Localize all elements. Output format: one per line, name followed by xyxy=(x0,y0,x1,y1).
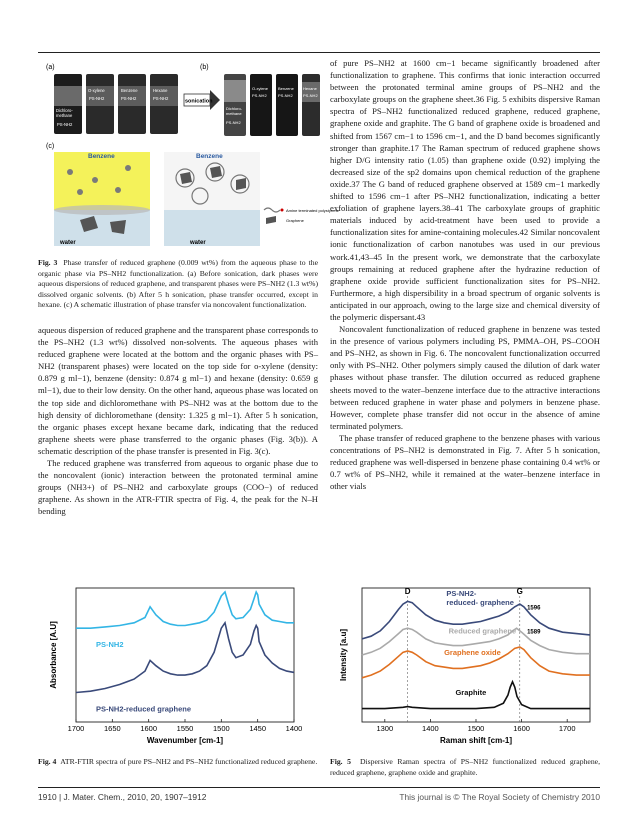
footer-citation: 1910 | J. Mater. Chem., 2010, 20, 1907–1912 xyxy=(38,792,207,802)
fig4-series-label-0: PS-NH2 xyxy=(96,639,124,649)
svg-text:O-xylene: O-xylene xyxy=(252,86,269,91)
figure-4-chart xyxy=(44,582,306,750)
right-paragraph-3: The phase transfer of reduced graphene to the benzene phases with various concentrations of PS–NH2 is demonstrated in Fig. 7. After 5 h sonication, reduced graphene was well-dispersed in benzene phase containing 0.4 wt% or 0.7 wt% of PS–NH2, while it remained at the water–benzene interface in other vials xyxy=(330,432,600,492)
fig3-panel-a-vials xyxy=(54,74,178,134)
svg-text:PS-NH2: PS-NH2 xyxy=(121,96,137,101)
vial-a-3-label: Benzene xyxy=(121,88,138,93)
svg-text:water: water xyxy=(190,240,206,246)
fig5-x-tick-label-0: 1300 xyxy=(376,724,394,733)
fig5-x-tick-label-2: 1500 xyxy=(467,724,485,733)
fig4-x-tick-label-2: 1600 xyxy=(140,724,158,733)
figure-5-chart xyxy=(334,582,600,750)
fig4-caption xyxy=(38,757,318,768)
vial-a-1-label: Dichloro- xyxy=(56,108,73,113)
fig5-series-label-1-0: Reduced graphene xyxy=(448,626,517,636)
left-paragraph-2: The reduced graphene was transferred from aqueous to organic phase due to the noncovalent (ionic) interaction between the protonated terminal amine groups (NH3+) of PS–NH2 and carboxylate groups (COO−) of reduced graphene. As shown in the ATR-FTIR spectra of Fig. 4, the peak for the N–H bending xyxy=(38,458,318,517)
left-column-text xyxy=(38,324,318,518)
svg-text:PS-NH2: PS-NH2 xyxy=(278,93,293,98)
fig3-panel-a-label: (a) xyxy=(46,64,55,71)
svg-text:PS-NH2: PS-NH2 xyxy=(226,120,241,125)
fig4-y-axis-label: Absorbance [A.U] xyxy=(49,621,58,689)
fig3-panel-b-vials xyxy=(224,74,320,136)
right-column-text xyxy=(330,57,600,492)
fig3-caption xyxy=(38,258,318,311)
fig5-x-axis-label: Raman shift [cm-1] xyxy=(439,736,513,745)
fig3-caption-text: Phase transfer of reduced graphene (0.009 wt%) from the aqueous phase to the organic phase via PS–NH2 functionalization. (a) Before sonication, dark phases were aqueous dispersions of reduced graphene, and transparent phases were PS–NH2 (1.3 wt%) dissolved organic solvents. (b) After 5 h sonication, phase transfer occurred, except in hexane. (c) A schematic illustration of phase transfer via noncovalent functionalization. xyxy=(38,258,318,310)
fig4-series-line-1 xyxy=(76,623,294,693)
fig5-caption xyxy=(330,757,600,778)
fig5-series-label-2-0: Graphene oxide xyxy=(444,648,501,657)
fig4-x-tick-label-6: 1400 xyxy=(285,724,303,733)
fig5-series-label-0-1: reduced- graphene xyxy=(446,598,514,608)
svg-text:Graphene: Graphene xyxy=(286,218,304,223)
svg-text:PS-NH2: PS-NH2 xyxy=(252,93,267,98)
footer-rule xyxy=(38,787,600,788)
fig3-caption-label: Fig. 3 xyxy=(38,258,58,267)
svg-text:methane: methane xyxy=(56,113,73,118)
fig3-legend xyxy=(264,208,340,224)
vial-a-4-label: Hexane xyxy=(153,88,168,93)
right-paragraph-2: Noncovalent functionalization of reduced graphene in benzene was tested in the presence of various polymers including PS, PMMA–OH, PS–COOH and PS–NH2, as shown in Fig. 6. The noncovalent functionalization occurred only with PS–NH2. Other polymers simply caused the dilution of dark water phases without phase transfer. The dilution occurred as reduced graphene sheets moved to the water–benzene interface due to the attractive interactions between reduced graphene in water phase and polymers in benzene phase. However, complete phase transfer did not occur in the absence of amine terminated polymers. xyxy=(330,324,600,431)
fig5-peak-label-0: 1596 xyxy=(527,605,541,612)
vial-a-2-label: O-xylene xyxy=(88,88,105,93)
svg-text:methane: methane xyxy=(226,111,242,116)
fig5-band-label-1: G xyxy=(516,587,523,596)
fig3-panel-b-label: (b) xyxy=(200,64,209,71)
fig4-x-tick-label-4: 1500 xyxy=(212,724,230,733)
fig5-x-tick-label-4: 1700 xyxy=(558,724,576,733)
fig5-x-tick-label-1: 1400 xyxy=(422,724,439,733)
fig4-x-tick-label-5: 1450 xyxy=(249,724,267,733)
left-paragraph-1: aqueous dispersion of reduced graphene and the transparent phase corresponds to the PS–NH2 (1.3 wt%) dissolved non-solvents. The aqueous phases with reduced graphene were located at the bottom and the organic phases with PS–NH2 (transparent phases) were located on the top side for o-xylene (density: 0.879 g ml−1), benzene (density: 0.874 g ml−1) and hexane (density: 0.659 g ml−1), due to their low density. On the other hand, aqueous phase was located on the top side and dichloromethane with PS–NH2 was at the bottom due to the high density of dichloromethane (density: 1.325 g ml−1). After 5 h sonication, the organic phases except hexane became dark, indicating that the reduced graphene sheets were phase transferred to the organic phases (Fig. 3(b)). A schematic description of the phase transfer is presented in Fig. 3(c). xyxy=(38,325,318,456)
figure-3 xyxy=(40,60,339,252)
fig5-caption-text: Dispersive Raman spectra of PS–NH2 functionalized reduced graphene, reduced graphene, graphene oxide and graphite. xyxy=(330,757,600,777)
svg-text:sonication: sonication xyxy=(185,98,213,105)
fig5-series-label-0-0: PS-NH2- xyxy=(446,589,477,599)
fig4-caption-label: Fig. 4 xyxy=(38,757,57,766)
fig5-peak-label-1: 1589 xyxy=(527,629,541,636)
svg-text:Benzene: Benzene xyxy=(196,153,223,160)
svg-text:water: water xyxy=(60,240,76,246)
fig4-series-label-1: PS-NH2-reduced graphene xyxy=(96,704,192,714)
fig3-panel-c-left xyxy=(54,152,150,246)
svg-text:Amine terminated polystyrene: Amine terminated polystyrene xyxy=(286,208,339,213)
svg-text:Benzene: Benzene xyxy=(278,86,294,91)
fig4-x-axis-label: Wavenumber [cm-1] xyxy=(146,736,224,745)
svg-text:Hexane: Hexane xyxy=(303,86,317,91)
fig3-panel-c-label: (c) xyxy=(46,143,55,150)
fig4-x-tick-label-1: 1650 xyxy=(103,724,121,733)
right-paragraph-1: of pure PS–NH2 at 1600 cm−1 became significantly broadened after functionalization to graphene. This confirms that ionic interaction occurred between the protonated terminal amine groups of PS–NH2 and the carboxylate groups on the graphene sheet.36 Fig. 5 exhibits dispersive Raman spectra of PS–NH2 functionalized reduced graphene, reduced graphene, graphene oxide and graphite. The G band of graphene oxide is broadened and shifted from 1567 cm−1 to 1596 cm−1, and the D band becomes significantly stronger than graphite.17 The Raman spectrum of reduced graphene shows higher D/G intensity ratio (1.05) than graphene oxide (0.92) implying the decreased size of the sp2 domains upon chemical reduction of the graphene oxide.37 The G band of reduced graphene observed at 1589 cm−1 markedly shifted to 1596 cm−1 after PS–NH2 functionalization, indicating a better exfoliation of graphene layers.38–41 The carboxylate groups of graphitic materials induced by acid-treatment have been used to provide a functionalization sites for amine-containing molecules.42 Similar noncovalent ionic functionalization of carbon nanotubes was used in our previous work.41,43–45 In the present work, we demonstrate that the carboxylate groups remaining at reduced graphene after the hydrazine reduction of graphene oxide provide sufficient functionalization sites for PS–NH2. Furthermore, a high dispersibility in a broad spectrum of organic solvents is anticipated in our approach, owing to the large size and chemical diversity of the polymeric dispersant.43 xyxy=(330,58,600,322)
fig5-series-label-3-0: Graphite xyxy=(455,688,487,698)
svg-text:PS-NH2: PS-NH2 xyxy=(89,96,105,101)
fig5-caption-label: Fig. 5 xyxy=(330,757,351,766)
fig3-sonication-arrow xyxy=(184,90,220,110)
fig3-panel-c-right xyxy=(164,152,260,246)
fig4-series-line-0 xyxy=(76,592,294,628)
fig4-x-tick-label-0: 1700 xyxy=(67,724,85,733)
fig5-x-tick-label-3: 1600 xyxy=(513,724,530,733)
svg-text:PS-NH2: PS-NH2 xyxy=(57,122,73,127)
footer-copyright: This journal is © The Royal Society of Chemistry 2010 xyxy=(399,792,600,802)
header-rule xyxy=(38,52,600,53)
svg-text:PS-NH2: PS-NH2 xyxy=(303,93,318,98)
svg-text:Benzene: Benzene xyxy=(88,153,115,160)
fig5-band-label-0: D xyxy=(404,587,411,596)
fig5-y-axis-label: Intensity [a.u] xyxy=(339,628,348,682)
fig4-x-tick-label-3: 1550 xyxy=(176,724,194,733)
svg-text:PS-NH2: PS-NH2 xyxy=(153,96,169,101)
svg-text:Dichloro-: Dichloro- xyxy=(226,106,243,111)
fig4-caption-text: ATR-FTIR spectra of pure PS–NH2 and PS–NH2 functionalized reduced graphene. xyxy=(60,757,318,766)
